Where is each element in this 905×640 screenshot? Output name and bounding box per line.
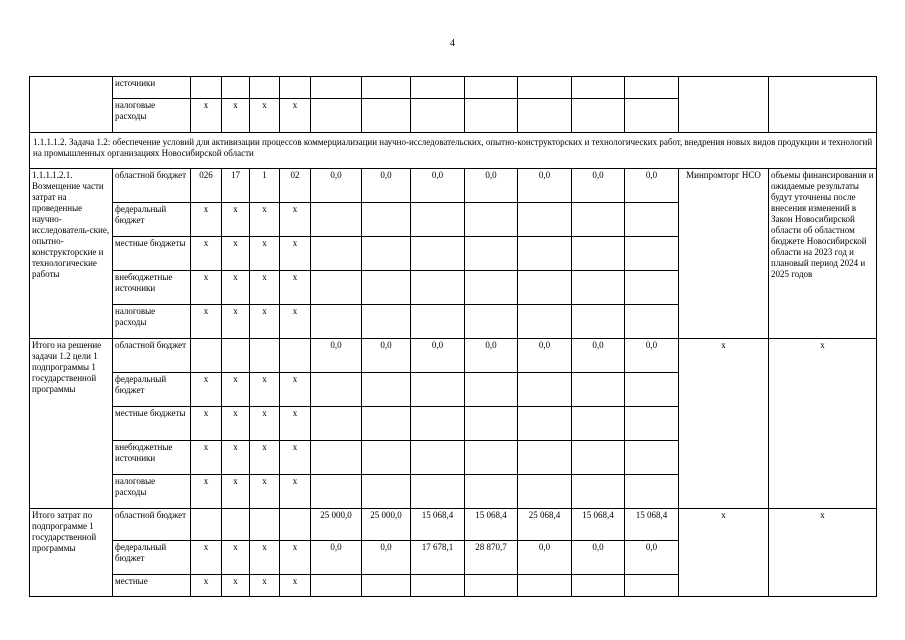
value-cell	[465, 77, 518, 99]
value-cell	[311, 271, 362, 305]
code-cell: x	[222, 99, 250, 133]
value-cell	[411, 373, 465, 407]
code-cell: x	[280, 203, 311, 237]
page-number: 4	[450, 38, 455, 49]
value-cell	[572, 305, 625, 339]
code-cell: x	[222, 373, 250, 407]
value-cell	[625, 407, 679, 441]
table-row	[30, 509, 877, 541]
code-cell: x	[191, 575, 222, 597]
value-cell	[311, 373, 362, 407]
code-cell	[280, 339, 311, 373]
value-cell	[518, 305, 572, 339]
code-cell: x	[191, 271, 222, 305]
code-cell: x	[222, 271, 250, 305]
budget-table	[29, 76, 877, 597]
value-cell	[411, 271, 465, 305]
code-cell: x	[250, 475, 280, 509]
value-cell	[625, 305, 679, 339]
code-cell: x	[191, 203, 222, 237]
code-cell	[191, 339, 222, 373]
value-cell	[465, 441, 518, 475]
value-cell	[625, 475, 679, 509]
funding-source: источники	[113, 77, 191, 99]
code-cell: x	[250, 373, 280, 407]
code-cell: x	[280, 475, 311, 509]
value-cell	[465, 475, 518, 509]
value-cell	[411, 475, 465, 509]
table-row	[30, 339, 877, 373]
code-cell: x	[222, 407, 250, 441]
value-cell	[572, 271, 625, 305]
value-cell	[518, 77, 572, 99]
code-cell	[280, 509, 311, 541]
code-cell: x	[280, 271, 311, 305]
value-cell	[362, 305, 411, 339]
value-cell: 0,0	[362, 339, 411, 373]
value-cell	[625, 99, 679, 133]
value-cell: 0,0	[518, 169, 572, 203]
label-cell: Итого на решение задачи 1.2 цели 1 подпрограммы 1 государственной программы	[30, 339, 113, 509]
value-cell	[362, 237, 411, 271]
funding-source: областной бюджет	[113, 169, 191, 203]
value-cell	[311, 99, 362, 133]
value-cell: 15 068,4	[465, 509, 518, 541]
value-cell	[411, 575, 465, 597]
value-cell	[362, 373, 411, 407]
value-cell	[411, 441, 465, 475]
value-cell: 25 000,0	[311, 509, 362, 541]
value-cell: 0,0	[411, 169, 465, 203]
value-cell: 25 000,0	[362, 509, 411, 541]
executor-cell: x	[679, 339, 769, 509]
value-cell	[518, 99, 572, 133]
funding-source: федеральный бюджет	[113, 373, 191, 407]
value-cell	[411, 203, 465, 237]
funding-source: внебюджетные источники	[113, 271, 191, 305]
value-cell: 0,0	[411, 339, 465, 373]
funding-source: федеральный бюджет	[113, 203, 191, 237]
code-cell	[280, 77, 311, 99]
funding-source: внебюджетные источники	[113, 441, 191, 475]
value-cell	[465, 203, 518, 237]
value-cell	[362, 77, 411, 99]
code-cell: x	[280, 541, 311, 575]
value-cell: 0,0	[518, 339, 572, 373]
note-cell: x	[769, 509, 877, 597]
table-row	[30, 169, 877, 203]
code-cell: x	[222, 203, 250, 237]
code-cell: x	[222, 575, 250, 597]
value-cell: 0,0	[518, 541, 572, 575]
funding-source: местные бюджеты	[113, 237, 191, 271]
value-cell	[518, 407, 572, 441]
code-cell: x	[191, 441, 222, 475]
code-cell: x	[222, 541, 250, 575]
value-cell	[572, 475, 625, 509]
code-cell	[250, 339, 280, 373]
code-cell	[191, 77, 222, 99]
value-cell: 0,0	[362, 169, 411, 203]
label-cell	[30, 77, 113, 133]
code-cell	[250, 509, 280, 541]
executor-cell	[679, 77, 769, 133]
code-cell: 026	[191, 169, 222, 203]
value-cell	[518, 575, 572, 597]
value-cell: 0,0	[625, 339, 679, 373]
value-cell: 15 068,4	[411, 509, 465, 541]
code-cell	[191, 509, 222, 541]
code-cell: 02	[280, 169, 311, 203]
code-cell: x	[250, 203, 280, 237]
code-cell: x	[280, 99, 311, 133]
code-cell: x	[191, 407, 222, 441]
value-cell	[311, 203, 362, 237]
value-cell	[518, 237, 572, 271]
code-cell: x	[222, 441, 250, 475]
value-cell	[311, 407, 362, 441]
code-cell: x	[280, 237, 311, 271]
value-cell	[465, 575, 518, 597]
value-cell	[362, 441, 411, 475]
value-cell: 0,0	[572, 541, 625, 575]
value-cell: 0,0	[311, 541, 362, 575]
value-cell	[465, 407, 518, 441]
value-cell: 0,0	[625, 169, 679, 203]
value-cell	[362, 99, 411, 133]
label-cell: Итого затрат по подпрограмме 1 государственной программы	[30, 509, 113, 597]
value-cell	[465, 99, 518, 133]
code-cell: x	[191, 305, 222, 339]
value-cell	[362, 203, 411, 237]
code-cell: x	[191, 99, 222, 133]
executor-cell: x	[679, 509, 769, 597]
note-cell: объемы финансирования и ожидаемые результаты будут уточнены после внесения изменений в Закон Новосибирской области об областном бюджете Новосибирской области на 2023 год и плановый период 2024 и 2025 годов	[769, 169, 877, 339]
code-cell: x	[250, 541, 280, 575]
code-cell: x	[191, 541, 222, 575]
code-cell: x	[222, 237, 250, 271]
value-cell: 0,0	[362, 541, 411, 575]
value-cell	[518, 373, 572, 407]
value-cell: 0,0	[465, 169, 518, 203]
code-cell: x	[280, 441, 311, 475]
code-cell: x	[280, 305, 311, 339]
value-cell	[625, 575, 679, 597]
value-cell: 25 068,4	[518, 509, 572, 541]
value-cell	[572, 203, 625, 237]
value-cell	[411, 407, 465, 441]
funding-source: местные	[113, 575, 191, 597]
table-row	[30, 77, 877, 99]
label-cell: 1.1.1.1.2.1. Возмещение части затрат на проведенные научно-исследователь-ские, опытно-конструкторские и технологические работы	[30, 169, 113, 339]
code-cell	[222, 509, 250, 541]
note-cell	[769, 77, 877, 133]
value-cell	[465, 373, 518, 407]
code-cell	[250, 77, 280, 99]
value-cell	[465, 305, 518, 339]
value-cell	[311, 575, 362, 597]
code-cell: x	[250, 407, 280, 441]
code-cell: 17	[222, 169, 250, 203]
code-cell: x	[191, 475, 222, 509]
code-cell: x	[191, 373, 222, 407]
value-cell: 28 870,7	[465, 541, 518, 575]
value-cell	[362, 271, 411, 305]
code-cell	[222, 77, 250, 99]
value-cell	[311, 305, 362, 339]
value-cell	[572, 77, 625, 99]
code-cell: x	[250, 237, 280, 271]
task-heading-row	[30, 133, 877, 169]
value-cell	[311, 475, 362, 509]
value-cell	[311, 441, 362, 475]
value-cell: 17 678,1	[411, 541, 465, 575]
value-cell	[518, 441, 572, 475]
code-cell: x	[222, 475, 250, 509]
code-cell: x	[250, 305, 280, 339]
value-cell	[411, 305, 465, 339]
code-cell: x	[191, 237, 222, 271]
value-cell	[311, 77, 362, 99]
value-cell	[518, 475, 572, 509]
value-cell: 15 068,4	[572, 509, 625, 541]
code-cell: x	[280, 373, 311, 407]
value-cell	[625, 373, 679, 407]
value-cell	[411, 99, 465, 133]
value-cell	[465, 271, 518, 305]
value-cell	[518, 203, 572, 237]
funding-source: местные бюджеты	[113, 407, 191, 441]
code-cell: x	[280, 575, 311, 597]
value-cell	[572, 575, 625, 597]
value-cell: 15 068,4	[625, 509, 679, 541]
note-cell: x	[769, 339, 877, 509]
value-cell	[465, 237, 518, 271]
task-heading: 1.1.1.1.2. Задача 1.2: обеспечение условий для активизации процессов коммерциализации научно-исследовательских, опытно-конструкторских и технологических работ, внедрения новых видов продукции и технологий на промышленных организациях Новосибирской области	[30, 133, 877, 169]
value-cell	[625, 203, 679, 237]
value-cell	[518, 271, 572, 305]
code-cell: x	[250, 99, 280, 133]
code-cell: x	[250, 575, 280, 597]
value-cell: 0,0	[572, 169, 625, 203]
value-cell	[572, 373, 625, 407]
value-cell: 0,0	[311, 169, 362, 203]
value-cell	[625, 237, 679, 271]
value-cell	[625, 271, 679, 305]
code-cell: x	[250, 271, 280, 305]
funding-source: областной бюджет	[113, 509, 191, 541]
value-cell	[362, 575, 411, 597]
funding-source: налоговые расходы	[113, 475, 191, 509]
funding-source: налоговые расходы	[113, 99, 191, 133]
code-cell: 1	[250, 169, 280, 203]
value-cell: 0,0	[311, 339, 362, 373]
value-cell	[625, 77, 679, 99]
code-cell: x	[280, 407, 311, 441]
value-cell	[572, 407, 625, 441]
value-cell	[625, 441, 679, 475]
value-cell	[411, 77, 465, 99]
executor-cell: Минпромторг НСО	[679, 169, 769, 339]
value-cell	[411, 237, 465, 271]
value-cell	[311, 237, 362, 271]
code-cell: x	[222, 305, 250, 339]
value-cell	[362, 475, 411, 509]
value-cell: 0,0	[572, 339, 625, 373]
funding-source: областной бюджет	[113, 339, 191, 373]
value-cell: 0,0	[625, 541, 679, 575]
code-cell	[222, 339, 250, 373]
value-cell	[572, 441, 625, 475]
funding-source: федеральный бюджет	[113, 541, 191, 575]
value-cell	[572, 99, 625, 133]
value-cell	[572, 237, 625, 271]
value-cell: 0,0	[465, 339, 518, 373]
value-cell	[362, 407, 411, 441]
funding-source: налоговые расходы	[113, 305, 191, 339]
code-cell: x	[250, 441, 280, 475]
